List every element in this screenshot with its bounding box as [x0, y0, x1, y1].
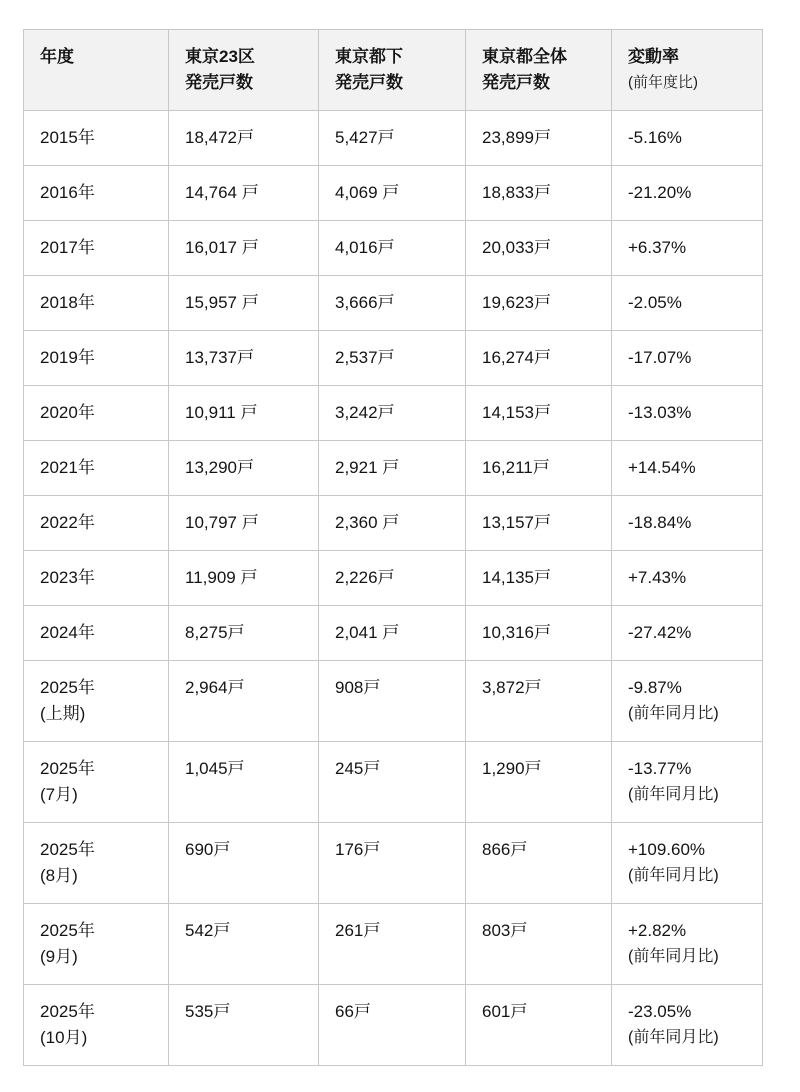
- year-cell: [24, 606, 169, 661]
- col-header-tama-line1: 東京都下: [335, 47, 403, 66]
- tama-value: 2,537戸: [335, 348, 395, 367]
- year-cell: [24, 823, 169, 904]
- tama-cell: [319, 661, 466, 742]
- change-value: +109.60%: [628, 840, 706, 859]
- wards23-cell: [169, 742, 319, 823]
- year-note: (7月): [40, 785, 78, 804]
- total-cell: [466, 742, 612, 823]
- tama-cell: [319, 496, 466, 551]
- col-header-wards23-line1: 東京23区: [185, 47, 255, 66]
- col-header-total-line1: 東京都全体: [482, 47, 567, 66]
- change-cell: [612, 496, 763, 551]
- tama-value: 261戸: [335, 921, 381, 940]
- tama-cell: [319, 904, 466, 985]
- change-cell: [612, 823, 763, 904]
- year-label: 2015年: [40, 128, 95, 147]
- change-cell: [612, 661, 763, 742]
- year-cell: [24, 742, 169, 823]
- table-row: [24, 496, 763, 551]
- change-value: -21.20%: [628, 183, 692, 202]
- total-value: 866戸: [482, 840, 528, 859]
- tama-cell: [319, 985, 466, 1066]
- wards23-value: 15,957 戸: [185, 293, 259, 312]
- year-cell: [24, 111, 169, 166]
- change-value: -13.03%: [628, 403, 692, 422]
- wards23-value: 1,045戸: [185, 759, 245, 778]
- wards23-value: 13,737戸: [185, 348, 254, 367]
- wards23-value: 10,797 戸: [185, 513, 259, 532]
- table-row: [24, 331, 763, 386]
- year-label: 2018年: [40, 293, 95, 312]
- table-row: [24, 661, 763, 742]
- total-value: 601戸: [482, 1002, 528, 1021]
- table-row: [24, 551, 763, 606]
- wards23-cell: [169, 166, 319, 221]
- year-label: 2025年: [40, 759, 95, 778]
- wards23-value: 8,275戸: [185, 623, 245, 642]
- change-cell: [612, 166, 763, 221]
- tama-cell: [319, 276, 466, 331]
- tama-cell: [319, 551, 466, 606]
- wards23-value: 18,472戸: [185, 128, 254, 147]
- table-row: [24, 276, 763, 331]
- year-label: 2023年: [40, 568, 95, 587]
- table-row: [24, 386, 763, 441]
- year-cell: [24, 985, 169, 1066]
- year-label: 2017年: [40, 238, 95, 257]
- total-cell: [466, 551, 612, 606]
- year-label: 2021年: [40, 458, 95, 477]
- change-value: -17.07%: [628, 348, 692, 367]
- wards23-cell: [169, 386, 319, 441]
- total-cell: [466, 985, 612, 1066]
- table-row: [24, 221, 763, 276]
- col-header-tama: [319, 30, 466, 111]
- change-cell: [612, 985, 763, 1066]
- year-cell: [24, 386, 169, 441]
- tama-value: 66戸: [335, 1002, 371, 1021]
- year-note: (上期): [40, 704, 86, 723]
- wards23-value: 535戸: [185, 1002, 231, 1021]
- total-cell: [466, 331, 612, 386]
- total-value: 3,872戸: [482, 678, 542, 697]
- total-value: 1,290戸: [482, 759, 542, 778]
- col-header-year-line1: 年度: [40, 47, 74, 66]
- total-value: 14,153戸: [482, 403, 551, 422]
- change-note: (前年同月比): [628, 786, 719, 803]
- total-value: 19,623戸: [482, 293, 551, 312]
- tokyo-condo-sales-table: [23, 29, 763, 1066]
- total-value: 13,157戸: [482, 513, 551, 532]
- table-row: [24, 166, 763, 221]
- tama-cell: [319, 331, 466, 386]
- year-label: 2016年: [40, 183, 95, 202]
- total-value: 803戸: [482, 921, 528, 940]
- col-header-change: [612, 30, 763, 111]
- total-value: 18,833戸: [482, 183, 551, 202]
- change-cell: [612, 276, 763, 331]
- change-note: (前年同月比): [628, 705, 719, 722]
- total-cell: [466, 661, 612, 742]
- wards23-cell: [169, 661, 319, 742]
- tama-value: 5,427戸: [335, 128, 395, 147]
- total-cell: [466, 276, 612, 331]
- table-body: [24, 111, 763, 1066]
- change-value: -23.05%: [628, 1002, 692, 1021]
- change-cell: [612, 386, 763, 441]
- wards23-value: 690戸: [185, 840, 231, 859]
- change-value: +7.43%: [628, 568, 687, 587]
- tama-value: 2,041 戸: [335, 623, 400, 642]
- wards23-cell: [169, 551, 319, 606]
- year-label: 2025年: [40, 678, 95, 697]
- change-value: -2.05%: [628, 293, 682, 312]
- wards23-cell: [169, 904, 319, 985]
- change-note: (前年同月比): [628, 948, 719, 965]
- change-cell: [612, 441, 763, 496]
- total-value: 16,274戸: [482, 348, 551, 367]
- wards23-cell: [169, 331, 319, 386]
- change-cell: [612, 331, 763, 386]
- tama-value: 3,666戸: [335, 293, 395, 312]
- year-note: (9月): [40, 947, 78, 966]
- year-cell: [24, 276, 169, 331]
- wards23-cell: [169, 496, 319, 551]
- tama-cell: [319, 166, 466, 221]
- year-cell: [24, 166, 169, 221]
- year-cell: [24, 904, 169, 985]
- change-value: -5.16%: [628, 128, 682, 147]
- tama-cell: [319, 823, 466, 904]
- year-cell: [24, 551, 169, 606]
- year-label: 2025年: [40, 921, 95, 940]
- table-row: [24, 111, 763, 166]
- change-cell: [612, 606, 763, 661]
- tama-value: 4,016戸: [335, 238, 395, 257]
- year-cell: [24, 221, 169, 276]
- year-cell: [24, 661, 169, 742]
- tama-value: 908戸: [335, 678, 381, 697]
- total-value: 16,211戸: [482, 458, 550, 477]
- wards23-value: 11,909 戸: [185, 568, 258, 587]
- total-cell: [466, 441, 612, 496]
- wards23-value: 2,964戸: [185, 678, 245, 697]
- total-cell: [466, 606, 612, 661]
- change-note: (前年同月比): [628, 867, 719, 884]
- change-value: +6.37%: [628, 238, 687, 257]
- change-cell: [612, 551, 763, 606]
- change-value: +14.54%: [628, 458, 696, 477]
- year-label: 2019年: [40, 348, 95, 367]
- total-cell: [466, 166, 612, 221]
- change-cell: [612, 904, 763, 985]
- change-note: (前年同月比): [628, 1029, 719, 1046]
- change-value: +2.82%: [628, 921, 687, 940]
- tama-value: 3,242戸: [335, 403, 395, 422]
- year-cell: [24, 496, 169, 551]
- year-label: 2024年: [40, 623, 95, 642]
- wards23-value: 13,290戸: [185, 458, 254, 477]
- tama-value: 4,069 戸: [335, 183, 400, 202]
- total-cell: [466, 111, 612, 166]
- year-label: 2025年: [40, 840, 95, 859]
- total-value: 14,135戸: [482, 568, 551, 587]
- header-row: [24, 30, 763, 111]
- col-header-total: [466, 30, 612, 111]
- tama-value: 245戸: [335, 759, 381, 778]
- wards23-value: 16,017 戸: [185, 238, 259, 257]
- change-value: -13.77%: [628, 759, 692, 778]
- total-cell: [466, 496, 612, 551]
- tama-cell: [319, 111, 466, 166]
- wards23-value: 10,911 戸: [185, 403, 258, 422]
- total-value: 10,316戸: [482, 623, 551, 642]
- wards23-cell: [169, 985, 319, 1066]
- table-row: [24, 904, 763, 985]
- change-value: -27.42%: [628, 623, 692, 642]
- total-value: 23,899戸: [482, 128, 551, 147]
- table-row: [24, 441, 763, 496]
- wards23-value: 542戸: [185, 921, 231, 940]
- year-note: (10月): [40, 1028, 88, 1047]
- col-header-year: [24, 30, 169, 111]
- table-row: [24, 985, 763, 1066]
- change-value: -18.84%: [628, 513, 692, 532]
- year-label: 2020年: [40, 403, 95, 422]
- year-label: 2022年: [40, 513, 95, 532]
- tama-cell: [319, 606, 466, 661]
- total-value: 20,033戸: [482, 238, 551, 257]
- year-label: 2025年: [40, 1002, 95, 1021]
- table-row: [24, 606, 763, 661]
- tama-value: 176戸: [335, 840, 381, 859]
- tama-value: 2,360 戸: [335, 513, 400, 532]
- tama-value: 2,921 戸: [335, 458, 400, 477]
- change-value: -9.87%: [628, 678, 682, 697]
- col-header-total-line2: 発売戸数: [482, 73, 550, 92]
- table-header: [24, 30, 763, 111]
- year-note: (8月): [40, 866, 78, 885]
- wards23-cell: [169, 823, 319, 904]
- tama-cell: [319, 221, 466, 276]
- change-cell: [612, 221, 763, 276]
- col-header-change-line2: (前年度比): [628, 74, 698, 91]
- col-header-wards23-line2: 発売戸数: [185, 73, 253, 92]
- wards23-cell: [169, 441, 319, 496]
- year-cell: [24, 331, 169, 386]
- change-cell: [612, 742, 763, 823]
- col-header-wards23: [169, 30, 319, 111]
- total-cell: [466, 386, 612, 441]
- tama-cell: [319, 742, 466, 823]
- wards23-cell: [169, 111, 319, 166]
- table-row: [24, 742, 763, 823]
- table-row: [24, 823, 763, 904]
- wards23-cell: [169, 221, 319, 276]
- year-cell: [24, 441, 169, 496]
- change-cell: [612, 111, 763, 166]
- tama-value: 2,226戸: [335, 568, 395, 587]
- wards23-cell: [169, 606, 319, 661]
- total-cell: [466, 823, 612, 904]
- tama-cell: [319, 441, 466, 496]
- total-cell: [466, 221, 612, 276]
- tama-cell: [319, 386, 466, 441]
- total-cell: [466, 904, 612, 985]
- wards23-value: 14,764 戸: [185, 183, 259, 202]
- col-header-change-line1: 変動率: [628, 47, 679, 66]
- col-header-tama-line2: 発売戸数: [335, 73, 403, 92]
- wards23-cell: [169, 276, 319, 331]
